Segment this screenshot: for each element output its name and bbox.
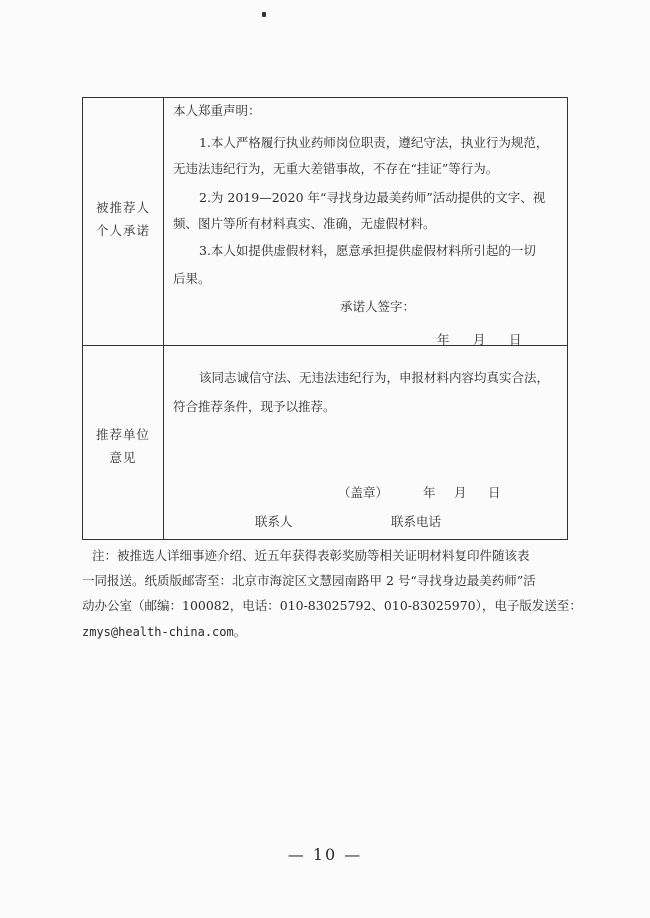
note-line: 注：被推选人详细事迹介绍、近五年获得表彰奖励等相关证明材料复印件随该表 xyxy=(92,548,530,563)
pledge-date-year: 年 xyxy=(437,332,450,347)
page-number: — 10 — xyxy=(287,845,363,864)
pledge-line: 3.本人如提供虚假材料，愿意承担提供虚假材料所引起的一切 xyxy=(199,243,536,258)
note-line: 一同报送。纸质版邮寄至：北京市海淀区文慧园南路甲 2 号“寻找身边最美药师”活 xyxy=(82,573,536,588)
pledge-label-line-1: 被推荐人 xyxy=(95,200,150,215)
unit-label-line-1: 推荐单位 xyxy=(95,427,150,442)
pledge-row-label xyxy=(83,196,163,242)
pledge-line: 本人郑重声明： xyxy=(173,103,261,118)
column-divider xyxy=(163,98,164,539)
unit-label-line-2: 意见 xyxy=(109,450,137,465)
pledge-date-day: 日 xyxy=(509,332,522,347)
scan-mark xyxy=(262,12,266,17)
pledge-date-month: 月 xyxy=(473,332,486,347)
row-divider xyxy=(83,345,567,346)
contact-phone-label: 联系电话 xyxy=(391,514,442,529)
pledge-line: 1.本人严格履行执业药师岗位职责，遵纪守法，执业行为规范， xyxy=(199,135,549,150)
pledge-label-line-2: 个人承诺 xyxy=(95,223,150,238)
seal-label: （盖章） xyxy=(338,485,389,500)
unit-row-label xyxy=(83,423,163,469)
contact-email: zmys@health-china.com。 xyxy=(82,625,246,639)
pledge-line: 后果。 xyxy=(173,271,211,286)
unit-date-day: 日 xyxy=(488,485,501,500)
unit-date-year: 年 xyxy=(423,485,436,500)
unit-opinion-line: 符合推荐条件，现予以推荐。 xyxy=(173,399,336,414)
note-line: 动办公室（邮编：100082，电话：010-83025792、010-83025970），电子版发送至： xyxy=(82,598,582,613)
contact-person-label: 联系人 xyxy=(255,514,293,529)
signature-label: 承诺人签字： xyxy=(340,299,416,314)
recommendation-form-table xyxy=(82,97,568,540)
pledge-line: 2.为 2019—2020 年“寻找身边最美药师”活动提供的文字、视 xyxy=(199,190,546,205)
unit-date-month: 月 xyxy=(454,485,467,500)
pledge-line: 无违法违纪行为，无重大差错事故，不存在“挂证”等行为。 xyxy=(173,161,499,176)
unit-opinion-line: 该同志诚信守法、无违法违纪行为，申报材料内容均真实合法， xyxy=(199,370,550,385)
pledge-line: 频、图片等所有材料真实、准确，无虚假材料。 xyxy=(173,216,436,231)
